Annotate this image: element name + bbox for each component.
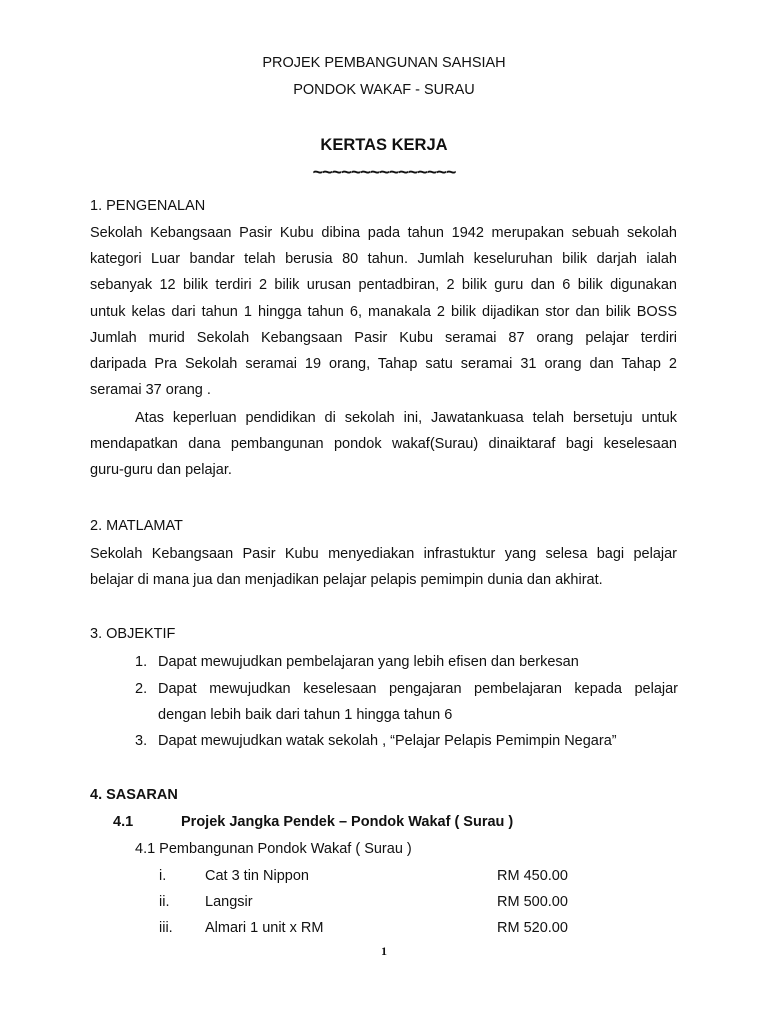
paragraph-line: mendapatkan dana pembangunan pondok wakaf(Surau) dinaiktaraf bagi keselesaan	[90, 436, 677, 453]
objective-text: Dapat mewujudkan pembelajaran yang lebih efisen dan berkesan	[158, 654, 579, 670]
objective-line: dengan lebih baik dari tahun 1 hingga tahun 6	[158, 707, 453, 724]
objective-line: Dapat mewujudkan keselesaan pengajaran pembelajaran kepada pelajar	[158, 681, 678, 697]
section-1-paragraph-1	[90, 220, 677, 403]
section-2-paragraph	[90, 541, 677, 593]
section-2-heading: 2. MATLAMAT	[90, 518, 183, 534]
document-title: KERTAS KERJA	[320, 136, 448, 154]
paragraph-line: Sekolah Kebangsaan Pasir Kubu menyediakan infrastuktur yang selesa bagi pelajar	[90, 546, 677, 562]
item-description: Cat 3 tin Nippon	[205, 868, 309, 884]
subsection-title: Projek Jangka Pendek – Pondok Wakaf ( Surau )	[181, 814, 514, 830]
item-price: RM 520.00	[497, 920, 568, 936]
paragraph-line: guru-guru dan pelajar.	[90, 462, 232, 479]
item-number: i.	[159, 868, 167, 884]
subsection-number: 4.1	[113, 814, 134, 830]
paragraph-line: sebanyak 12 bilik terdiri 2 bilik urusan pentadbiran, 2 bilik guru dan 6 bilik digunakan	[90, 277, 677, 294]
subsection-line: 4.1 Pembangunan Pondok Wakaf ( Surau )	[135, 841, 412, 857]
paragraph-line: belajar di mana jua dan menjadikan pelajar pelapis pemimpin dunia dan akhirat.	[90, 572, 603, 589]
title-underline: ~~~~~~~~~~~~~~~	[312, 162, 456, 182]
objective-text: Dapat mewujudkan watak sekolah , “Pelajar Pelapis Pemimpin Negara”	[158, 733, 617, 749]
section-1-paragraph-2	[90, 405, 677, 484]
objective-number: 1.	[135, 654, 148, 670]
section-1-heading: 1. PENGENALAN	[90, 198, 206, 214]
section-4-heading: 4. SASARAN	[90, 787, 178, 803]
paragraph-line: kategori Luar bandar telah berusia 80 tahun. Jumlah keseluruhan bilik darjah ialah	[90, 251, 677, 268]
objective-number: 2.	[135, 681, 148, 697]
page-number: 1	[381, 944, 387, 958]
paragraph-line: Sekolah Kebangsaan Pasir Kubu dibina pada tahun 1942 merupakan sebuah sekolah	[90, 225, 677, 241]
objective-number: 3.	[135, 733, 148, 749]
paragraph-line: Atas keperluan pendidikan di sekolah ini, Jawatankuasa telah bersetuju untuk	[135, 410, 677, 426]
paragraph-line: untuk kelas dari tahun 1 hingga tahun 6, manakala 2 bilik dijadikan stor dan bilik BOSS	[90, 303, 677, 320]
header-line-2: PONDOK WAKAF - SURAU	[293, 82, 475, 98]
item-price: RM 500.00	[497, 894, 568, 910]
paragraph-line: seramai 37 orang .	[90, 382, 211, 399]
item-description: Langsir	[205, 894, 253, 910]
item-price: RM 450.00	[497, 868, 568, 884]
objective-text	[158, 676, 678, 728]
paragraph-line: daripada Pra Sekolah seramai 19 orang, Tahap satu seramai 31 orang dan Tahap 2	[90, 356, 677, 373]
header-line-1: PROJEK PEMBANGUNAN SAHSIAH	[262, 55, 506, 71]
item-number: iii.	[159, 920, 173, 936]
section-3-heading: 3. OBJEKTIF	[90, 626, 176, 642]
item-description: Almari 1 unit x RM	[205, 920, 324, 936]
item-number: ii.	[159, 894, 170, 910]
paragraph-line: Jumlah murid Sekolah Kebangsaan Pasir Kubu seramai 87 orang pelajar terdiri	[90, 329, 677, 346]
